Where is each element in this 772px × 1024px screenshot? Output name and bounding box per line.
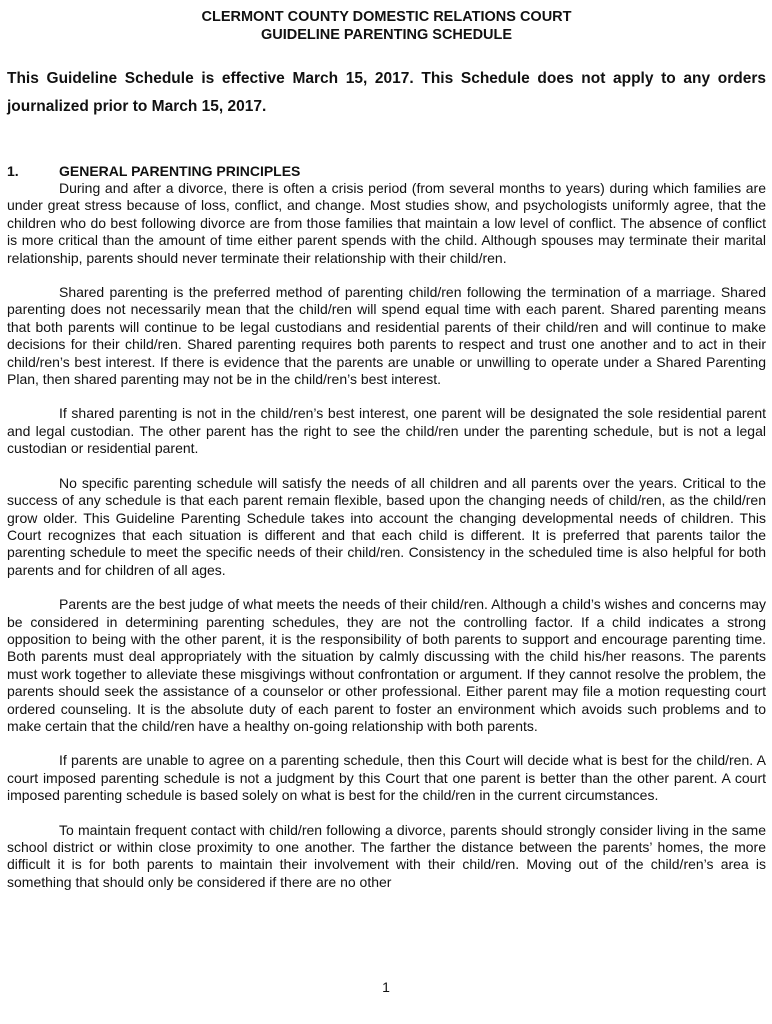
paragraph-1: During and after a divorce, there is often a crisis period (from several months to years) during which families are under great stress because of loss, conflict, and change. Most studies show, and psychologists uniformly agree, that the children who do best following divorce are from those families that maintain a low level of conflict. The absence of conflict is more critical than the amount of time either parent spends with the child. Although spouses may terminate their marital relationship, parents should never terminate their relationship with their child/ren. [7, 180, 766, 266]
page-number: 1 [382, 979, 390, 995]
document-title: GUIDELINE PARENTING SCHEDULE [260, 27, 513, 43]
effective-date-notice: This Guideline Schedule is effective March 15, 2017. This Schedule does not apply to any orders journalized prior to March 15, 2017. [7, 70, 766, 115]
section-heading [7, 162, 766, 180]
section-title: GENERAL PARENTING PRINCIPLES [59, 163, 301, 179]
court-name: CLERMONT COUNTY DOMESTIC RELATIONS COURT [201, 9, 572, 25]
paragraph-4: No specific parenting schedule will satisfy the needs of all children and all parents over the years. Critical to the success of any schedule is that each parent remain flexible, based upon the changing needs of child/ren, as the child/ren grow older. This Guideline Parenting Schedule takes into account the changing developmental needs of children. This Court recognizes that each situation is different and that each child is different. It is preferred that parents tailor the parenting schedule to meet the specific needs of their child/ren. Consistency in the scheduled time is also helpful for both parents and for children of all ages. [7, 474, 766, 578]
section-number: 1. [7, 163, 19, 179]
paragraph-2: Shared parenting is the preferred method of parenting child/ren following the termination of a marriage. Shared parenting does not necessarily mean that the child/ren will spend equal time with each parent. Shared parenting means that both parents will continue to be legal custodians and residential parents of their child/ren and will continue to make decisions for their child/ren. Shared parenting requires both parents to respect and trust one another and to act in their child/ren’s best interest. If there is evidence that the parents are unable or unwilling to operate under a Shared Parenting Plan, then shared parenting may not be in the child/ren’s best interest. [7, 284, 766, 388]
paragraph-7: To maintain frequent contact with child/ren following a divorce, parents should strongly consider living in the same school district or within close proximity to one another. The farther the distance between the parents’ homes, the more difficult it is for both parents to maintain their involvement with their child/ren. Moving out of the child/ren’s area is something that should only be considered if there are no other [7, 821, 766, 890]
paragraph-5: Parents are the best judge of what meets the needs of their child/ren. Although a child’s wishes and concerns may be considered in determining parenting schedules, they are not the controlling factor. If a child indicates a strong opposition to being with the other parent, it is the responsibility of both parents to support and encourage parenting time. Both parents must deal appropriately with the situation by calmly discussing with the child his/her reasons. The parents must work together to alleviate these misgivings without confrontation or argument. If they cannot resolve the problem, the parents should seek the assistance of a counselor or other professional. Either parent may file a motion requesting court ordered counseling. It is the absolute duty of each parent to foster an environment which avoids such problems and to make certain that the child/ren have a healthy on-going relationship with both parents. [7, 596, 766, 734]
paragraph-3: If shared parenting is not in the child/ren’s best interest, one parent will be designated the sole residential parent and legal custodian. The other parent has the right to see the child/ren under the parenting schedule, but is not a legal custodian or residential parent. [7, 405, 766, 457]
paragraph-6: If parents are unable to agree on a parenting schedule, then this Court will decide what is best for the child/ren. A court imposed parenting schedule is not a judgment by this Court that one parent is better than the other parent. A court imposed parenting schedule is based solely on what is best for the child/ren in the current circumstances. [7, 752, 766, 804]
